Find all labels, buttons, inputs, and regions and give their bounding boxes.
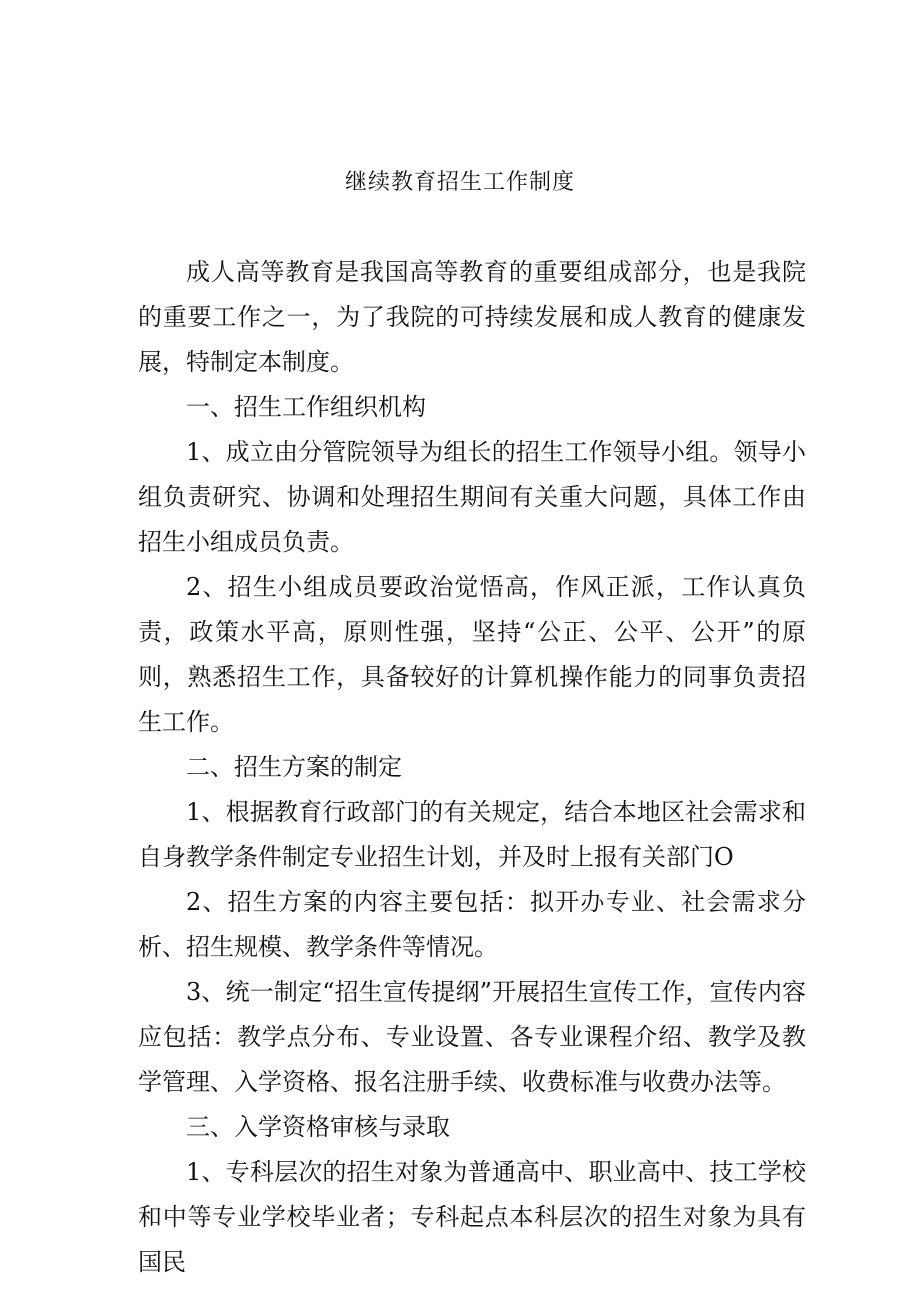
paragraph-organization-2: 2、招生小组成员要政治觉悟高，作风正派，工作认真负责，政策水平高，原则性强，坚持“公正、公平、公开”的原则，熟悉招生工作，具备较好的计算机操作能力的同事负责招生工作。 [138,573,806,736]
section-heading-admission: 三、入学资格审核与录取 [186,1113,450,1141]
document-body [138,250,806,1285]
section-heading-plan: 二、招生方案的制定 [186,753,402,781]
paragraph-plan-2: 2、招生方案的内容主要包括：拟开办专业、社会需求分析、招生规模、教学条件等情况。 [138,888,806,961]
paragraph-plan-1: 1、根据教育行政部门的有关规定，结合本地区社会需求和自身教学条件制定专业招生计划，并及时上报有关部门O [138,798,806,871]
document-title: 继续教育招生工作制度 [344,170,575,195]
paragraph-admission-1: 1、专科层次的招生对象为普通高中、职业高中、技工学校和中等专业学校毕业者；专科起点本科层次的招生对象为具有国民 [138,1158,806,1276]
section-heading-organization: 一、招生工作组织机构 [186,393,426,421]
paragraph-plan-3: 3、统一制定“招生宣传提纲”开展招生宣传工作，宣传内容应包括：教学点分布、专业设置、各专业课程介绍、教学及教学管理、入学资格、报名注册手续、收费标准与收费办法等。 [138,978,806,1096]
intro-paragraph: 成人高等教育是我国高等教育的重要组成部分，也是我院的重要工作之一，为了我院的可持续发展和成人教育的健康发展，特制定本制度。 [138,258,806,376]
paragraph-organization-1: 1、成立由分管院领导为组长的招生工作领导小组。领导小组负责研究、协调和处理招生期间有关重大问题，具体工作由招生小组成员负责。 [138,438,806,556]
